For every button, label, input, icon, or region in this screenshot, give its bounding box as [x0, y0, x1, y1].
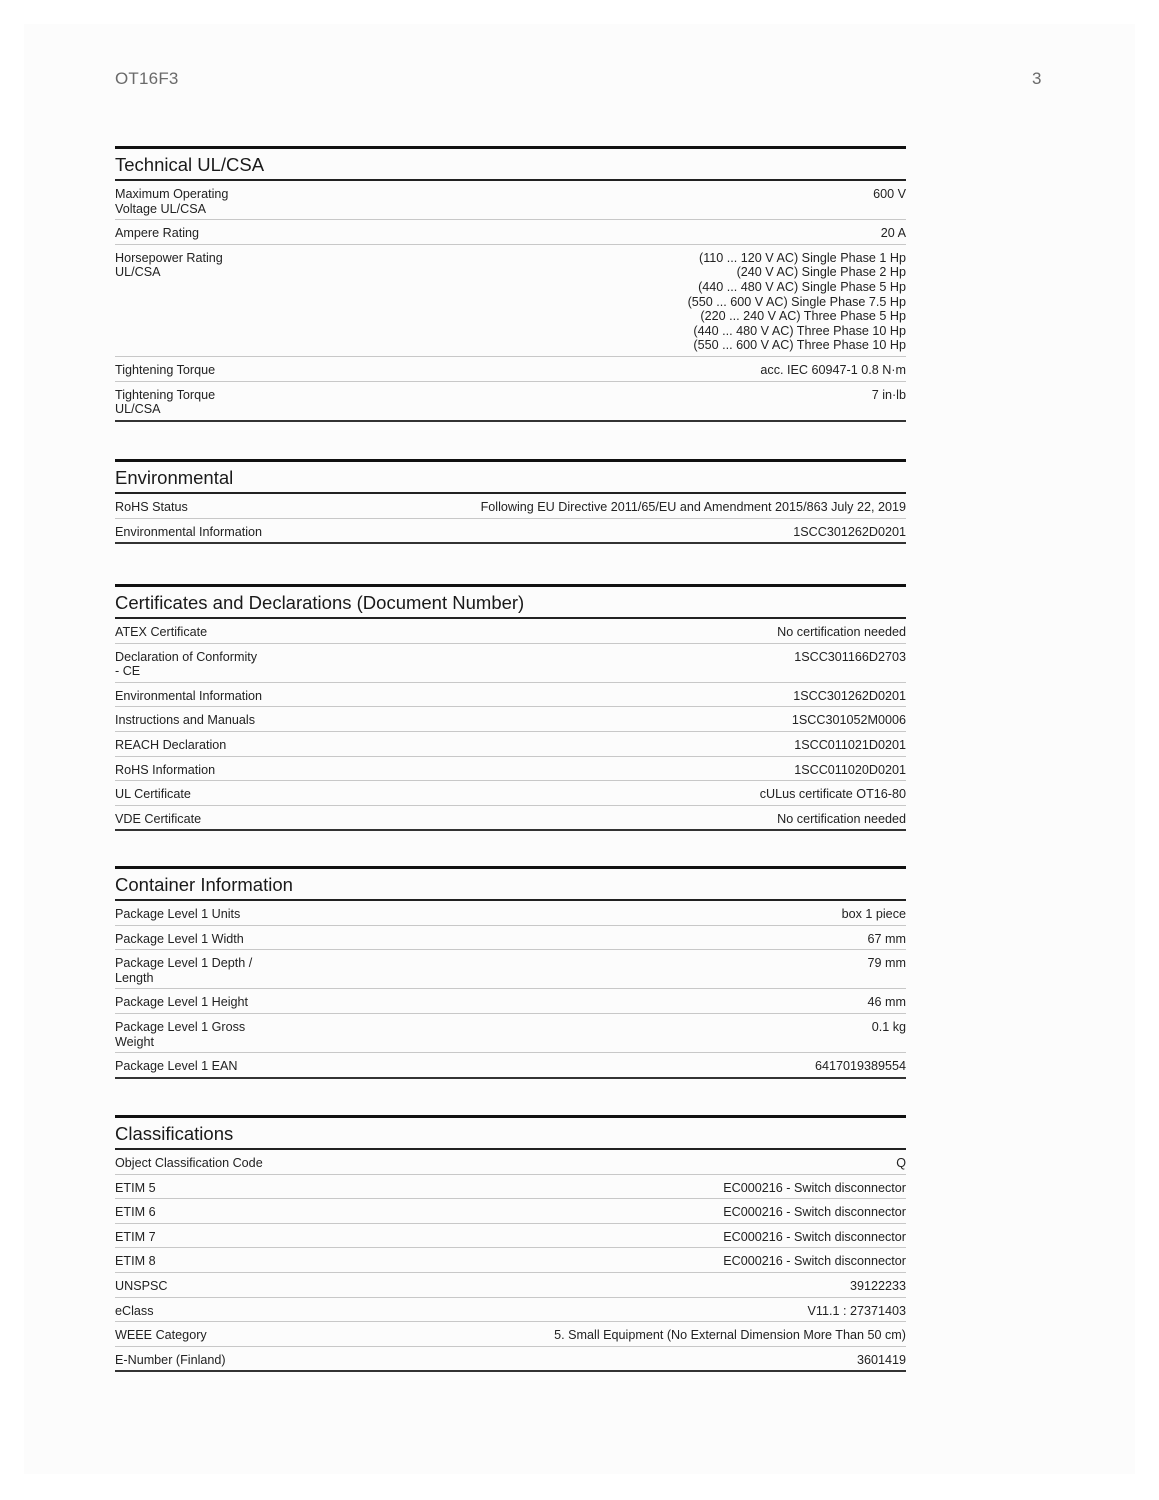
spec-label: RoHS Status [115, 500, 188, 514]
spec-label: UNSPSC [115, 1278, 168, 1293]
spec-value: cULus certificate OT16-80 [759, 787, 906, 802]
page-number: 3 [1032, 69, 1042, 88]
section-header [115, 1115, 906, 1150]
spec-row [115, 1224, 906, 1249]
spec-value: No certification needed [777, 625, 906, 639]
spec-label: ETIM 7 [115, 1229, 156, 1244]
spec-label: Tightening Torque UL/CSA [115, 387, 216, 417]
spec-row [115, 1014, 906, 1053]
spec-label: UL Certificate [115, 787, 191, 802]
spec-value: 1SCC301262D0201 [793, 524, 906, 539]
spec-label: E-Number (Finland) [115, 1352, 226, 1367]
spec-value: 1SCC011020D0201 [794, 762, 906, 777]
spec-value: V11.1 : 27371403 [807, 1303, 906, 1318]
section-classifications [115, 1115, 906, 1372]
spec-row [115, 757, 906, 782]
spec-row [115, 1273, 906, 1298]
spec-value: 46 mm [867, 995, 906, 1010]
spec-value: (110 ... 120 V AC) Single Phase 1 Hp (240 V AC) Single Phase 2 Hp (440 ... 480 V AC) Single Phase 5 Hp (550 ... 600 V AC) Single Phase 7.5 Hp (220 ... 240 V AC) Three Phase 5 Hp (440 ... 480 V AC) Three Phase 10 Hp (550 ... 600 V AC) Three Phase 10 Hp [687, 250, 906, 353]
spec-value: 5. Small Equipment (No External Dimension More Than 50 cm) [554, 1328, 906, 1343]
spec-label: Declaration of Conformity - CE [115, 649, 258, 679]
section-title: Classifications [115, 1123, 234, 1144]
spec-value: 39122233 [849, 1278, 906, 1293]
spec-label: Environmental Information [115, 524, 262, 539]
spec-value: 3601419 [856, 1352, 906, 1367]
spec-value: EC000216 - Switch disconnector [723, 1254, 906, 1269]
spec-value: 0.1 kg [871, 1019, 906, 1034]
section-title: Container Information [115, 874, 293, 895]
spec-label: Package Level 1 Gross Weight [115, 1019, 246, 1049]
spec-row [115, 382, 906, 422]
spec-row [115, 901, 906, 926]
spec-row [115, 781, 906, 806]
spec-value: 600 V [873, 187, 906, 201]
spec-row [115, 357, 906, 382]
spec-value: EC000216 - Switch disconnector [723, 1180, 906, 1195]
spec-row [115, 732, 906, 757]
spec-row [115, 989, 906, 1014]
spec-table [115, 494, 906, 544]
spec-row [115, 707, 906, 732]
spec-value: No certification needed [777, 811, 906, 826]
spec-label: Package Level 1 Depth / Length [115, 956, 253, 985]
spec-label: Maximum Operating Voltage UL/CSA [115, 187, 229, 216]
spec-value: Following EU Directive 2011/65/EU and Amendment 2015/863 July 22, 2019 [480, 500, 906, 514]
section-certificates [115, 584, 906, 831]
spec-value: 1SCC301052M0006 [791, 713, 906, 728]
section-technical-ul-csa [115, 146, 906, 422]
spec-value: EC000216 - Switch disconnector [723, 1205, 906, 1220]
spec-value: 1SCC011021D0201 [794, 737, 906, 752]
spec-label: RoHS Information [115, 762, 216, 777]
spec-table [115, 901, 906, 1079]
spec-value: 67 mm [867, 931, 906, 946]
spec-row [115, 806, 906, 832]
spec-row [115, 1347, 906, 1373]
section-header [115, 146, 906, 181]
spec-row [115, 644, 906, 683]
spec-row [115, 220, 906, 245]
spec-label: VDE Certificate [115, 811, 202, 826]
spec-value: 20 A [880, 226, 906, 241]
spec-row [115, 926, 906, 951]
spec-value: 1SCC301166D2703 [794, 649, 906, 664]
section-title: Environmental [115, 467, 234, 488]
spec-value: 7 in·lb [871, 387, 906, 402]
section-title: Certificates and Declarations (Document Number) [115, 592, 525, 613]
spec-label: Object Classification Code [115, 1156, 263, 1170]
spec-row [115, 494, 906, 519]
section-header [115, 459, 906, 494]
spec-row [115, 1175, 906, 1200]
document-title: OT16F3 [115, 69, 179, 88]
spec-row [115, 1298, 906, 1323]
spec-value: Q [896, 1156, 906, 1170]
spec-label: ATEX Certificate [115, 625, 208, 639]
spec-value: 6417019389554 [814, 1059, 906, 1074]
spec-row [115, 519, 906, 545]
spec-label: ETIM 8 [115, 1254, 156, 1269]
spec-label: Package Level 1 Width [115, 931, 244, 946]
spec-row [115, 1248, 906, 1273]
spec-label: REACH Declaration [115, 737, 227, 752]
section-environmental [115, 459, 906, 544]
spec-row [115, 181, 906, 220]
spec-label: WEEE Category [115, 1328, 207, 1343]
spec-table [115, 619, 906, 831]
spec-row [115, 1199, 906, 1224]
spec-label: ETIM 6 [115, 1205, 156, 1220]
spec-label: eClass [115, 1303, 154, 1318]
spec-label: Environmental Information [115, 688, 262, 703]
spec-value: acc. IEC 60947-1 0.8 N·m [760, 362, 906, 377]
spec-table [115, 1150, 906, 1372]
spec-row [115, 950, 906, 989]
spec-value: 79 mm [867, 956, 906, 971]
spec-row [115, 245, 906, 357]
spec-value: EC000216 - Switch disconnector [723, 1229, 906, 1244]
spec-value: box 1 piece [841, 907, 906, 921]
section-title: Technical UL/CSA [115, 154, 265, 175]
section-container-information [115, 866, 906, 1079]
spec-label: Package Level 1 Units [115, 907, 241, 921]
spec-label: Horsepower Rating UL/CSA [115, 250, 223, 280]
section-header [115, 584, 906, 619]
spec-label: Ampere Rating [115, 226, 199, 241]
spec-label: Tightening Torque [115, 362, 216, 377]
spec-row [115, 1150, 906, 1175]
spec-row [115, 619, 906, 644]
spec-row [115, 683, 906, 708]
spec-value: 1SCC301262D0201 [793, 688, 906, 703]
spec-label: Package Level 1 Height [115, 995, 249, 1010]
spec-row [115, 1053, 906, 1079]
spec-label: Instructions and Manuals [115, 713, 256, 728]
section-header [115, 866, 906, 901]
spec-table [115, 181, 906, 422]
spec-label: Package Level 1 EAN [115, 1059, 238, 1074]
spec-row [115, 1322, 906, 1347]
spec-label: ETIM 5 [115, 1180, 156, 1195]
